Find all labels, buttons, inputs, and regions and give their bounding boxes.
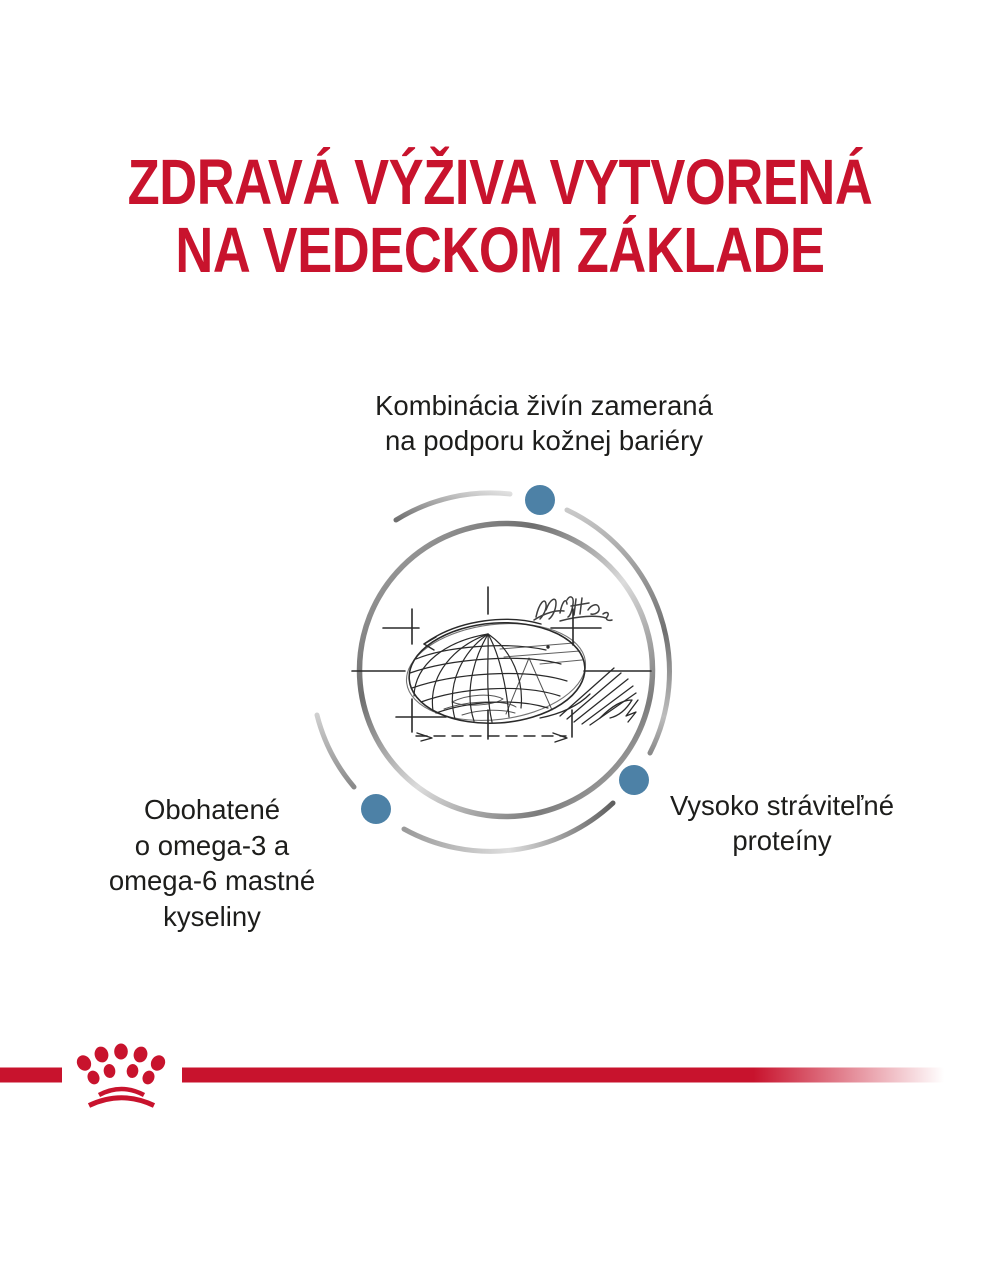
callout-omega-fatty-acids bbox=[62, 792, 362, 934]
callout-digestible-proteins bbox=[632, 789, 932, 858]
headline-line-2: NA VEDECKOM ZÁKLADE bbox=[175, 214, 825, 286]
headline-line-1: ZDRAVÁ VÝŽIVA VYTVORENÁ bbox=[127, 146, 873, 218]
page-title bbox=[0, 148, 1000, 284]
callout-line: proteíny bbox=[732, 824, 832, 856]
callout-line: Kombinácia živín zameraná bbox=[375, 390, 713, 421]
callout-line: o omega-3 a bbox=[134, 829, 290, 861]
callout-line: omega-6 mastné bbox=[108, 865, 316, 896]
inner-ring bbox=[360, 524, 653, 817]
callout-skin-barrier bbox=[294, 389, 794, 458]
nutrient-dot-top bbox=[525, 485, 555, 515]
royal-canin-crown-icon bbox=[74, 1044, 168, 1106]
nutrient-dot-left bbox=[361, 794, 391, 824]
brand-bar bbox=[0, 1068, 944, 1083]
callout-line: na podporu kožnej bariéry bbox=[385, 424, 703, 456]
callout-line: Vysoko stráviteľné bbox=[669, 790, 895, 821]
callout-line: kyseliny bbox=[163, 900, 261, 932]
kibble-sketch-icon bbox=[352, 587, 651, 742]
callout-line: Obohatené bbox=[143, 794, 281, 825]
